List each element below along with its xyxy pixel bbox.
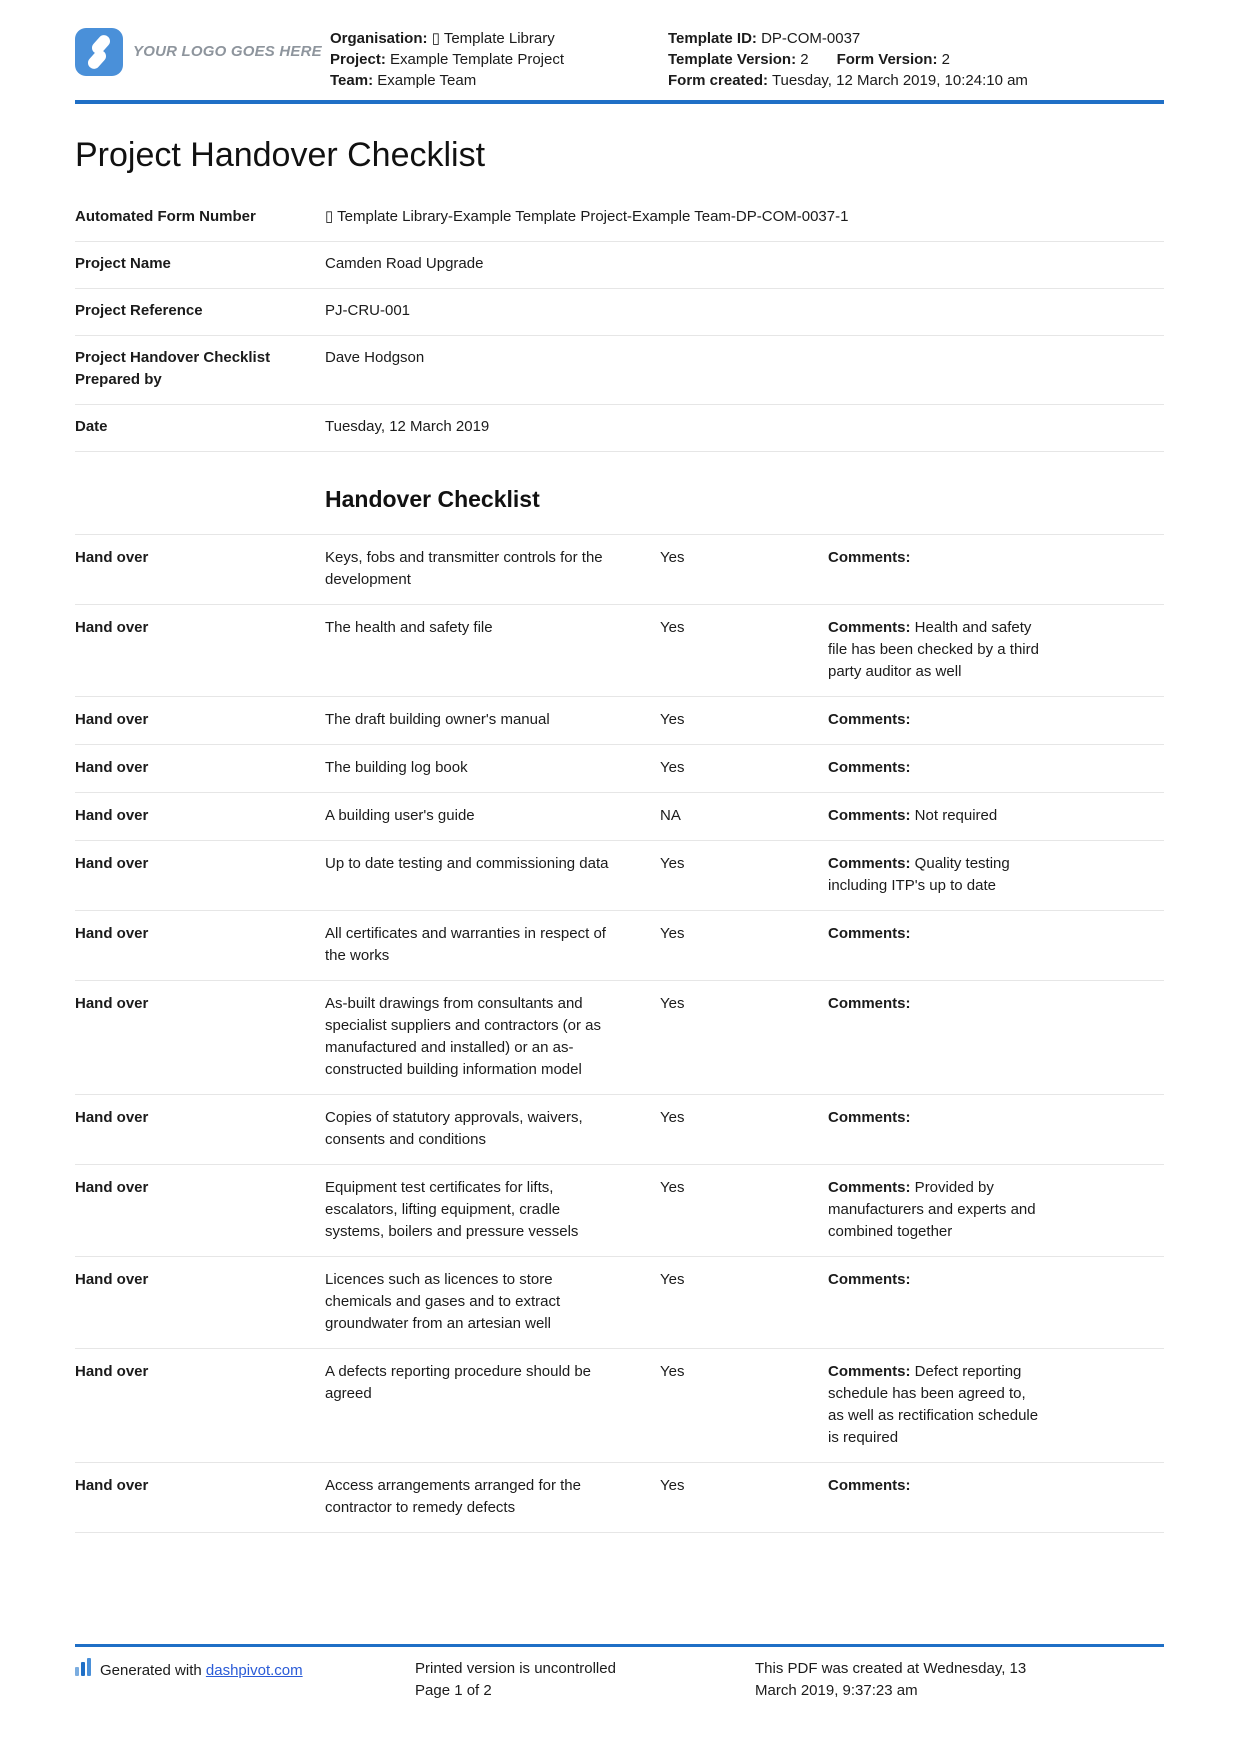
header-org-block	[330, 28, 668, 91]
table-row	[75, 911, 1164, 981]
table-row	[75, 1349, 1164, 1463]
handover-item: The draft building owner's manual	[325, 711, 550, 728]
handover-answer: Yes	[660, 1363, 685, 1380]
handover-comments	[828, 757, 1043, 779]
pdf-created-text: This PDF was created at Wednesday, 13 March 2019, 9:37:23 am	[755, 1660, 1027, 1699]
form-created-line	[668, 70, 1164, 91]
organisation-value: ▯ Template Library	[431, 30, 555, 47]
handover-answer: Yes	[660, 925, 685, 942]
handover-action: Hand over	[75, 1179, 149, 1196]
handover-answer: Yes	[660, 1109, 685, 1126]
table-row	[75, 697, 1164, 745]
handover-comments	[828, 923, 1043, 967]
handover-answer: Yes	[660, 995, 685, 1012]
handover-action: Hand over	[75, 1109, 149, 1126]
header-divider	[75, 100, 1164, 104]
generated-with-text	[100, 1660, 303, 1682]
handover-answer: Yes	[660, 549, 685, 566]
handover-answer: Yes	[660, 1477, 685, 1494]
handover-action: Hand over	[75, 619, 149, 636]
comments-text: Not required	[910, 807, 998, 824]
details-row	[75, 336, 1164, 405]
dashpivot-link[interactable]: dashpivot.com	[205, 1661, 303, 1679]
handover-action: Hand over	[75, 759, 149, 776]
bar-chart-icon	[75, 1658, 92, 1683]
table-row	[75, 605, 1164, 697]
handover-item: Copies of statutory approvals, waivers, consents and conditions	[325, 1109, 583, 1148]
page-number-text: Page 1 of 2	[415, 1682, 492, 1699]
template-id-label: Template ID:	[668, 30, 757, 47]
handover-item: A defects reporting procedure should be agreed	[325, 1363, 592, 1402]
comments-label: Comments:	[828, 619, 911, 636]
header-meta-block	[668, 28, 1164, 91]
handover-answer: Yes	[660, 759, 685, 776]
form-details-table	[75, 195, 1164, 452]
handover-action: Hand over	[75, 1271, 149, 1288]
handover-answer: Yes	[660, 619, 685, 636]
form-version-label: Form Version:	[836, 51, 938, 68]
logo-block	[75, 28, 330, 83]
handover-action: Hand over	[75, 1363, 149, 1380]
table-row	[75, 1463, 1164, 1533]
details-label: Date	[75, 418, 108, 435]
company-logo-icon	[75, 28, 123, 83]
handover-comments	[828, 1107, 1043, 1151]
template-version-label: Template Version:	[668, 51, 797, 68]
table-row	[75, 981, 1164, 1095]
page-title: Project Handover Checklist	[75, 136, 486, 174]
comments-label: Comments:	[828, 1363, 911, 1380]
details-label: Project Handover Checklist Prepared by	[75, 349, 271, 388]
comments-label: Comments:	[828, 1477, 911, 1494]
generated-prefix: Generated with	[100, 1661, 206, 1679]
handover-action: Hand over	[75, 807, 149, 824]
comments-label: Comments:	[828, 1179, 911, 1196]
handover-action: Hand over	[75, 995, 149, 1012]
organisation-line	[330, 28, 668, 49]
handover-action: Hand over	[75, 1477, 149, 1494]
table-row	[75, 535, 1164, 605]
handover-answer: Yes	[660, 1271, 685, 1288]
handover-item: Access arrangements arranged for the contractor to remedy defects	[325, 1477, 581, 1516]
handover-item: Equipment test certificates for lifts, escalators, lifting equipment, cradle systems, boilers and pressure vessels	[325, 1179, 579, 1240]
form-created-label: Form created:	[668, 72, 769, 89]
handover-item: The health and safety file	[325, 619, 493, 636]
handover-item: Licences such as licences to store chemicals and gases and to extract groundwater from an artesian well	[325, 1271, 561, 1332]
handover-comments	[828, 853, 1043, 897]
handover-comments	[828, 1475, 1043, 1519]
project-label: Project:	[330, 51, 386, 68]
document-body	[0, 135, 1239, 1533]
details-value: Camden Road Upgrade	[325, 255, 484, 272]
handover-comments	[828, 617, 1043, 683]
handover-comments	[828, 1269, 1043, 1335]
form-created-value: Tuesday, 12 March 2019, 10:24:10 am	[771, 72, 1028, 89]
comments-label: Comments:	[828, 711, 911, 728]
project-value: Example Template Project	[390, 51, 565, 68]
handover-comments	[828, 1177, 1043, 1243]
table-row	[75, 841, 1164, 911]
handover-item: All certificates and warranties in respect of the works	[325, 925, 606, 964]
details-value: ▯ Template Library-Example Template Project-Example Team-DP-COM-0037-1	[325, 208, 849, 225]
footer-generated-block	[75, 1658, 415, 1683]
handover-item: Up to date testing and commissioning data	[325, 855, 609, 872]
details-label: Project Reference	[75, 302, 203, 319]
team-value: Example Team	[377, 72, 477, 89]
details-row	[75, 195, 1164, 242]
details-value: Dave Hodgson	[325, 349, 425, 366]
comments-label: Comments:	[828, 759, 911, 776]
handover-answer: Yes	[660, 855, 685, 872]
footer-printed-block	[415, 1658, 755, 1702]
team-line	[330, 70, 668, 91]
details-row	[75, 242, 1164, 289]
comments-label: Comments:	[828, 1109, 911, 1126]
handover-answer: Yes	[660, 711, 685, 728]
document-footer	[75, 1644, 1164, 1702]
comments-label: Comments:	[828, 549, 911, 566]
handover-comments	[828, 1361, 1043, 1449]
handover-action: Hand over	[75, 711, 149, 728]
handover-comments	[828, 547, 1043, 591]
template-version-value: 2	[800, 51, 809, 68]
comments-label: Comments:	[828, 995, 911, 1012]
handover-comments	[828, 993, 1043, 1081]
comments-label: Comments:	[828, 855, 911, 872]
handover-item: The building log book	[325, 759, 468, 776]
printed-version-text: Printed version is uncontrolled	[415, 1660, 616, 1677]
handover-comments	[828, 709, 1043, 731]
handover-answer: Yes	[660, 1179, 685, 1196]
handover-comments	[828, 805, 1043, 827]
versions-line	[668, 49, 1164, 70]
handover-answer: NA	[660, 807, 681, 824]
comments-label: Comments:	[828, 1271, 911, 1288]
handover-item: As-built drawings from consultants and specialist suppliers and contractors (or as manufactured and installed) or an as-constructed building information model	[325, 995, 601, 1078]
details-row	[75, 289, 1164, 336]
details-value: PJ-CRU-001	[325, 302, 411, 319]
handover-item: Keys, fobs and transmitter controls for the development	[325, 549, 603, 588]
project-line	[330, 49, 668, 70]
comments-text: Quality testing including ITP's up to date	[828, 855, 1010, 894]
details-label: Project Name	[75, 255, 171, 272]
comments-label: Comments:	[828, 807, 911, 824]
table-row	[75, 1165, 1164, 1257]
logo-placeholder-text: YOUR LOGO GOES HERE	[133, 43, 322, 60]
section-heading: Handover Checklist	[325, 486, 540, 512]
table-row	[75, 1257, 1164, 1349]
comments-label: Comments:	[828, 925, 911, 942]
comments-text: Health and safety file has been checked by a third party auditor as well	[828, 619, 1039, 680]
table-row	[75, 793, 1164, 841]
form-version-value: 2	[941, 51, 950, 68]
handover-action: Hand over	[75, 925, 149, 942]
handover-action: Hand over	[75, 549, 149, 566]
template-id-line	[668, 28, 1164, 49]
comments-text: Defect reporting schedule has been agreed to, as well as rectification schedule is required	[828, 1363, 1039, 1446]
handover-item: A building user's guide	[325, 807, 475, 824]
team-label: Team:	[330, 72, 374, 89]
details-row	[75, 405, 1164, 452]
document-header	[0, 0, 1239, 91]
handover-action: Hand over	[75, 855, 149, 872]
details-value: Tuesday, 12 March 2019	[325, 418, 490, 435]
template-id-value: DP-COM-0037	[761, 30, 861, 47]
table-row	[75, 745, 1164, 793]
table-row	[75, 1095, 1164, 1165]
comments-text: Provided by manufacturers and experts and combined together	[828, 1179, 1036, 1240]
organisation-label: Organisation:	[330, 30, 428, 47]
footer-created-block	[755, 1658, 1045, 1702]
details-label: Automated Form Number	[75, 208, 256, 225]
handover-checklist-table	[75, 534, 1164, 1533]
